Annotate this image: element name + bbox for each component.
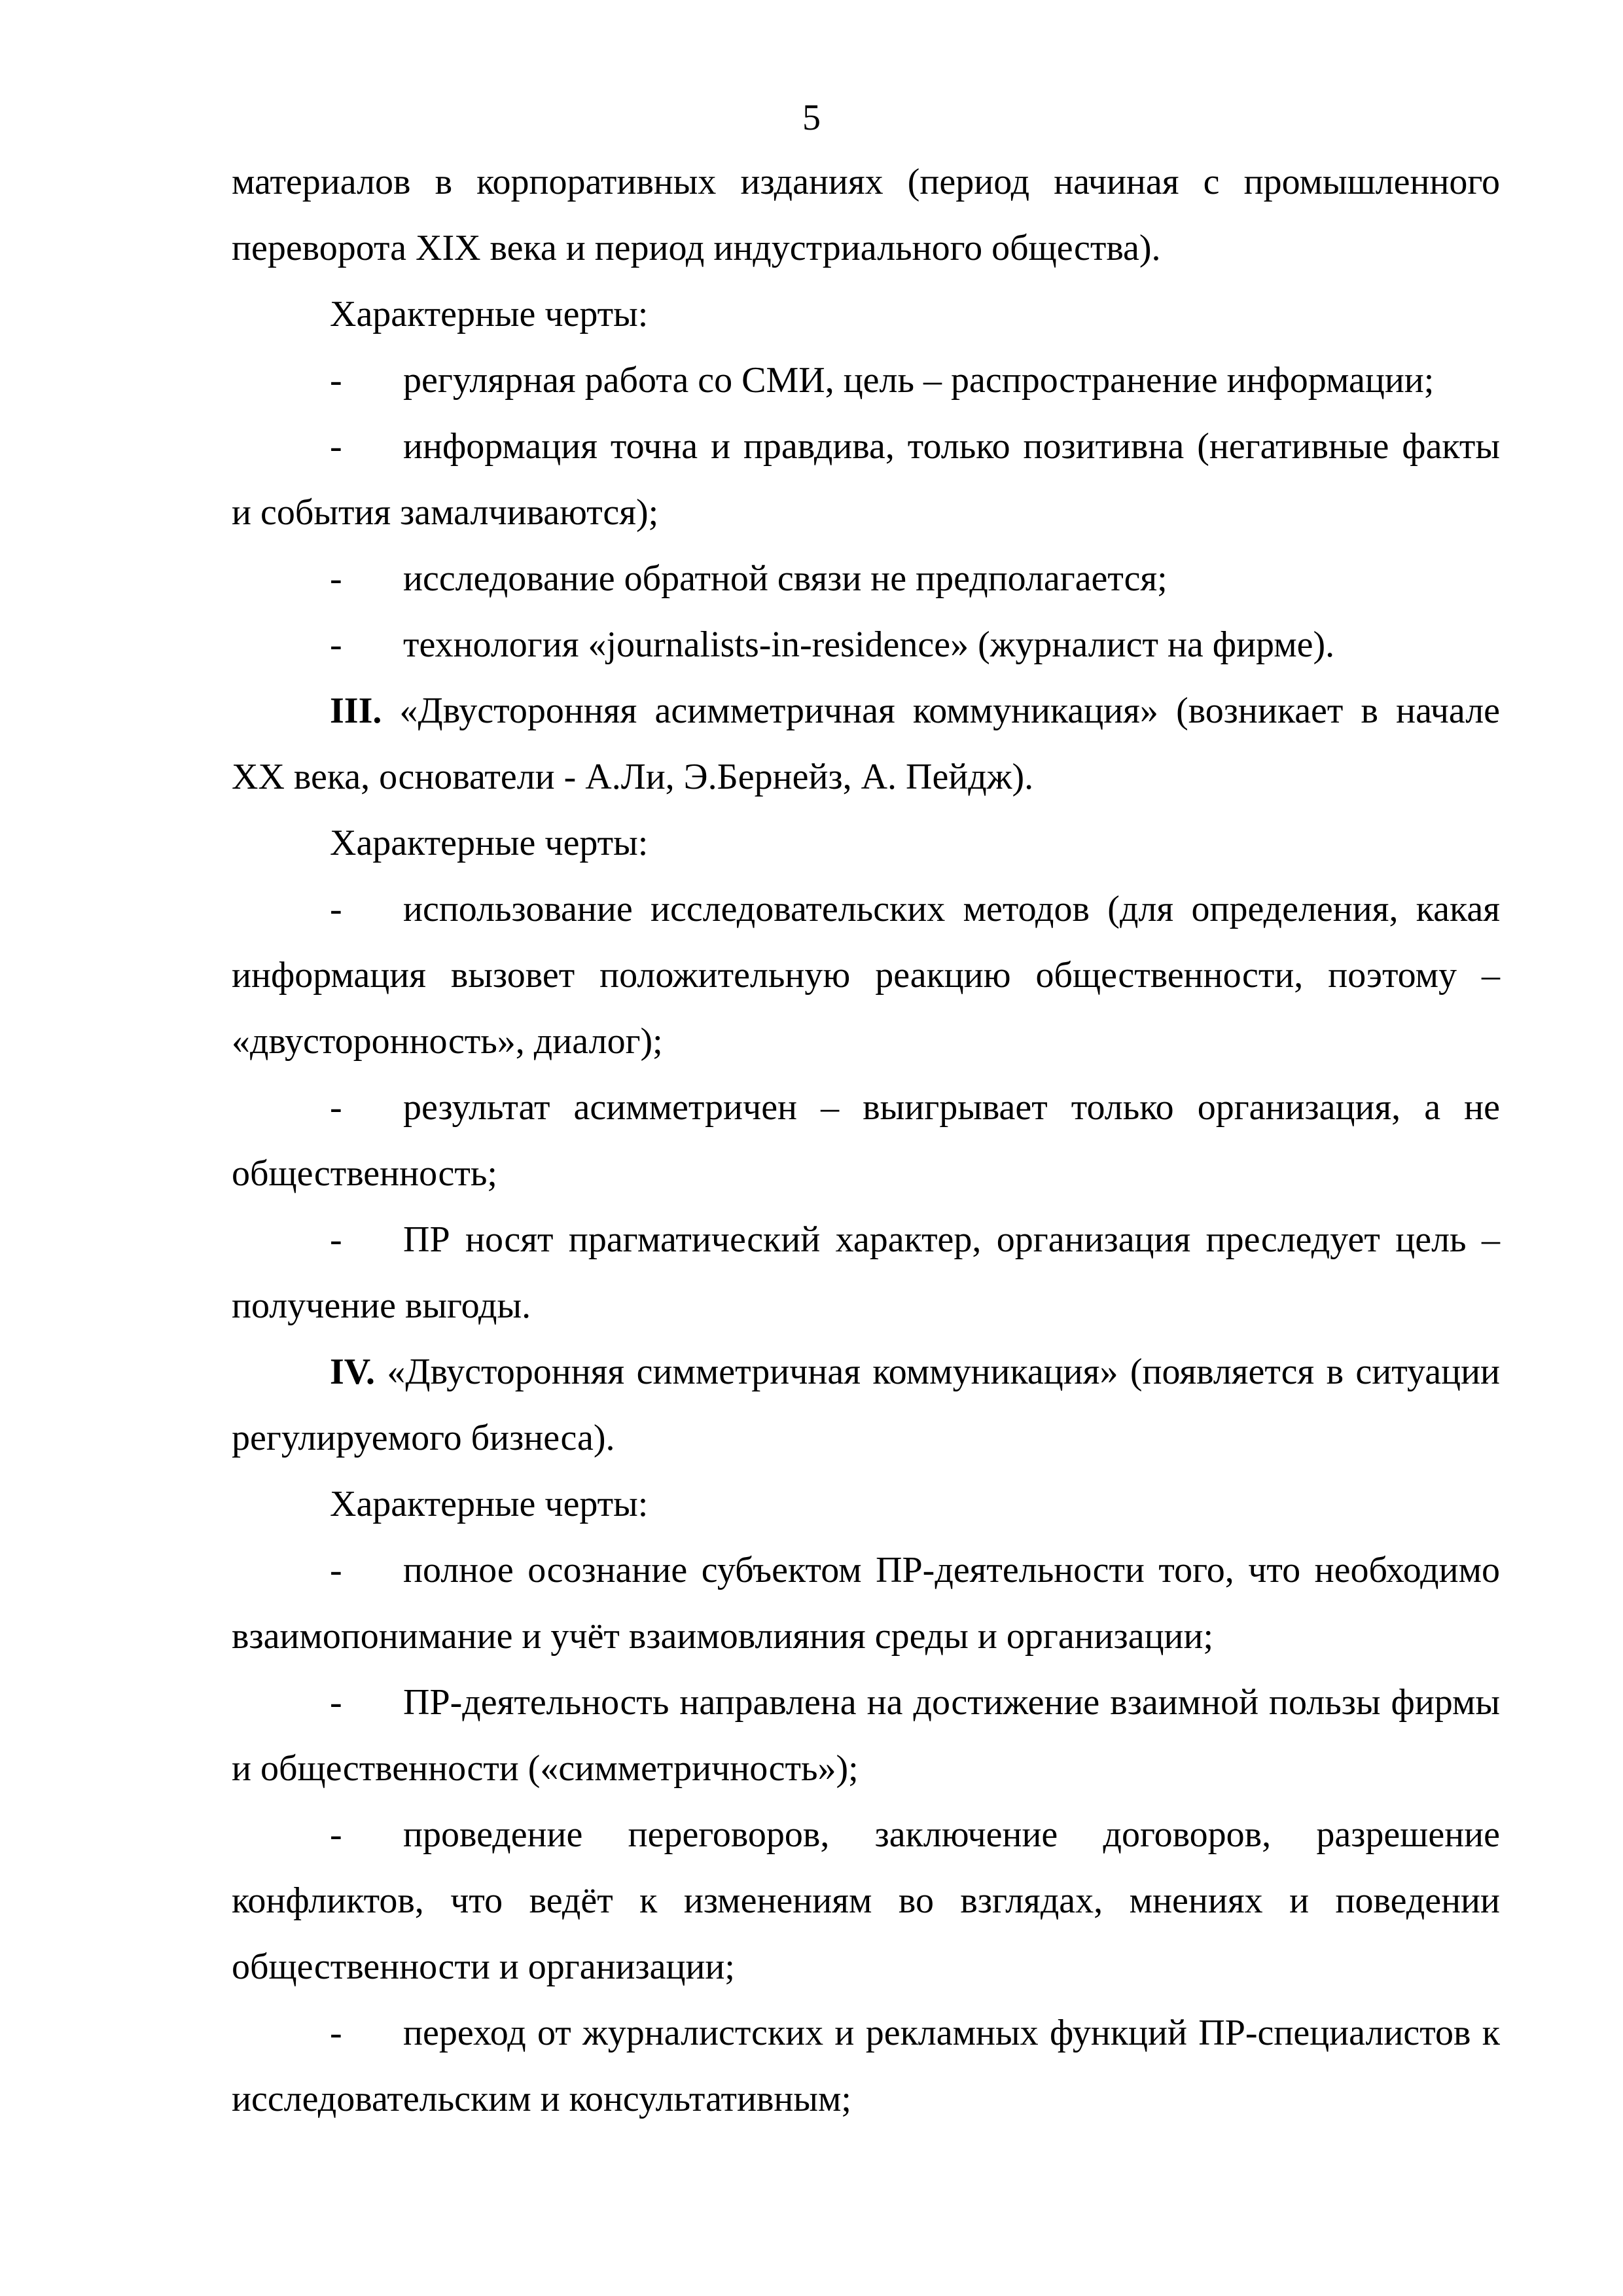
bullet-dash: - [330, 360, 342, 401]
bullet-dash: - [330, 889, 342, 929]
list-item-text: информация точна и правдива, только позитивна (негативные факты и события замалчиваются); [232, 426, 1500, 533]
list-item [232, 546, 1500, 612]
section-3-numeral: III. [330, 691, 382, 731]
bullet-dash: - [330, 1682, 342, 1723]
bullet-dash: - [330, 1814, 342, 1855]
features-heading-section-3: Характерные черты: [330, 823, 649, 863]
features-heading-section-2: Характерные черты: [330, 294, 649, 334]
section-4-numeral: IV. [330, 1352, 376, 1392]
list-item [232, 876, 1500, 1075]
section-3-heading [232, 678, 1500, 810]
list-item-text: полное осознание субъектом ПР-деятельности того, что необходимо взаимопонимание и учёт взаимовлияния среды и организации; [232, 1550, 1500, 1657]
bullet-dash: - [330, 2013, 342, 2053]
features-heading-section-4: Характерные черты: [330, 1484, 649, 1524]
bullet-dash: - [330, 1550, 342, 1590]
page-number: 5 [802, 98, 821, 138]
list-item-text: результат асимметричен – выигрывает только организация, а не общественность; [232, 1087, 1500, 1194]
body-text [232, 149, 1500, 2132]
list-item-text: регулярная работа со СМИ, цель – распространение информации; [403, 360, 1435, 401]
list-item-text: технология «journalists-in-residence» (журналист на фирме). [403, 624, 1335, 665]
list-item-text: переход от журналистских и рекламных функций ПР-специалистов к исследовательским и консультативным; [232, 2013, 1500, 2119]
list-item [232, 1802, 1500, 2000]
bullet-dash: - [330, 426, 342, 467]
list-item [232, 2000, 1500, 2132]
list-item [232, 1075, 1500, 1207]
section-3-title: «Двусторонняя асимметричная коммуникация» (возникает в начале XX века, основатели - А.Ли, Э.Бернейз, А. Пейдж). [232, 691, 1501, 797]
list-item [232, 1670, 1500, 1802]
bullet-dash: - [330, 1087, 342, 1128]
list-item [232, 1207, 1500, 1339]
opening-paragraph: материалов в корпоративных изданиях (период начиная с промышленного переворота XIX века и период индустриального общества). [232, 162, 1500, 268]
list-item-text: ПР-деятельность направлена на достижение взаимной пользы фирмы и общественности («симметричность»); [232, 1682, 1500, 1789]
section-4-heading [232, 1339, 1500, 1471]
list-item [232, 612, 1500, 678]
list-item [232, 1537, 1500, 1670]
list-item-text: использование исследовательских методов (для определения, какая информация вызовет положительную реакцию общественности, поэтому – «двусторонность», диалог); [232, 889, 1500, 1062]
bullet-dash: - [330, 558, 342, 599]
list-item [232, 414, 1500, 546]
list-item-text: ПР носят прагматический характер, организация преследует цель – получение выгоды. [232, 1219, 1500, 1326]
bullet-dash: - [330, 624, 342, 665]
bullet-dash: - [330, 1219, 342, 1260]
section-4-title: «Двусторонняя симметричная коммуникация» (появляется в ситуации регулируемого бизнеса). [232, 1352, 1501, 1458]
list-item-text: проведение переговоров, заключение договоров, разрешение конфликтов, что ведёт к изменениям во взглядах, мнениях и поведении общественности и организации; [232, 1814, 1500, 1987]
list-item [232, 348, 1500, 414]
list-item-text: исследование обратной связи не предполагается; [403, 558, 1168, 599]
